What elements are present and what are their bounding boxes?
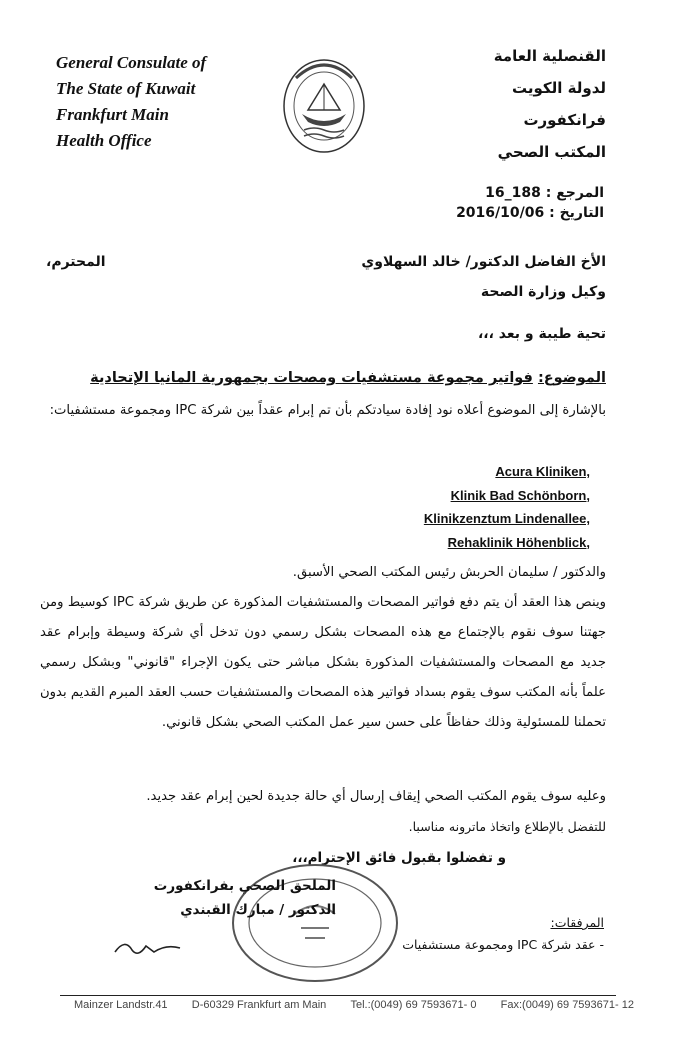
subject-text: فواتير مجموعة مستشفيات ومصحات بجمهورية المانيا الإتحادية: [90, 370, 533, 386]
header-ar-line: فرانكفورت: [523, 111, 606, 129]
signatory-title: الملحق الصحي بفرانكفورت: [153, 878, 336, 894]
addressee-honorific: المحترم،: [46, 254, 106, 270]
date-label: التاريخ :: [549, 205, 604, 221]
kuwait-emblem-icon: [278, 48, 370, 158]
addressee-line: [46, 254, 606, 270]
ref-number: 188_16: [485, 185, 541, 201]
footer: [74, 999, 634, 1011]
addressee-title: وكيل وزارة الصحة: [480, 284, 606, 300]
request-line: للتفضل بالإطلاع واتخاذ ماترونه مناسبا.: [408, 819, 606, 834]
letter-date: 2016/10/06: [456, 205, 545, 221]
signatory-name: الدكتور / مبارك القبندي: [180, 902, 336, 918]
header-en-line: Health Office: [56, 131, 152, 150]
halt-paragraph: وعليه سوف يقوم المكتب الصحي إيقاف إرسال أي حالة جديدة لحين إبرام عقد جديد.: [146, 789, 606, 804]
footer-divider: [60, 995, 616, 996]
consulate-name-english: [56, 50, 206, 154]
clinic-item: Klinikzenztum Lindenallee,: [423, 511, 590, 526]
attachment-item: - عقد شركة IPC ومجموعة مستشفيات: [402, 937, 604, 952]
footer-city: D-60329 Frankfurt am Main: [191, 999, 327, 1011]
handwritten-signature-icon: [110, 930, 190, 960]
footer-tel: Tel.:(0049) 69 7593671- 0: [350, 999, 477, 1011]
reference-block: [456, 183, 604, 223]
footer-fax: Fax:(0049) 69 7593671- 12: [500, 999, 634, 1011]
header-ar-line: المكتب الصحي: [497, 143, 606, 161]
clinic-list: [290, 460, 590, 554]
clinic-item: Acura Kliniken,: [495, 464, 590, 479]
header-en-line: Frankfurt Main: [56, 105, 169, 124]
intro-paragraph: بالإشارة إلى الموضوع أعلاه نود إفادة سيادتكم بأن تم إبرام عقداً بين شركة IPC ومجموعة مستشفيات:: [49, 403, 606, 418]
closing-line: و تفضلوا بقبول فائق الإحترام،،،: [292, 850, 506, 866]
signature-block: [36, 874, 336, 922]
header-en-line: General Consulate of: [56, 53, 207, 72]
clinic-item: Klinik Bad Schönborn,: [450, 487, 590, 503]
contract-paragraph: وينص هذا العقد أن يتم دفع فواتير المصحات والمستشفيات المذكورة عن طريق شركة IPC كوسيط ومن جهتنا سوف نقوم بالإجتماع مع هذه المصحات بشكل رسمي دون تدخل أي شركة وسيطة وإبرام عقد جديد مع المصحات والمستشفيات المذكورة بشكل مباشر حتى يكون الإجراء "قانوني" وبشكل رسمي علماً بأنه المكتب سوف يقوم بسداد فواتير هذه المصحات والمستشفيات حسب العقد المبرم القديم بدون تحملنا للمسئولية وذلك حفاظاً على حسن سير عمل المكتب الصحي بشكل قانوني.: [40, 595, 606, 730]
addressee-name: الأخ الفاضل الدكتور/ خالد السهلاوي: [361, 254, 606, 270]
former-director-line: والدكتور / سليمان الحربش رئيس المكتب الصحي الأسبق.: [292, 565, 606, 580]
header-ar-line: القنصلية العامة: [493, 47, 606, 65]
consulate-name-arabic: [406, 40, 606, 168]
attachments-label: المرفقات:: [550, 915, 604, 930]
greeting: تحية طيبة و بعد ،،،: [477, 326, 606, 342]
clinic-item: Rehaklinik Höhenblick,: [447, 534, 590, 550]
attachments-block: [324, 912, 604, 956]
header-ar-line: لدولة الكويت: [512, 79, 606, 97]
header-en-line: The State of Kuwait: [56, 79, 196, 98]
subject-label: الموضوع:: [537, 370, 606, 386]
subject-line: [46, 370, 606, 386]
ref-label: المرجع :: [545, 185, 604, 201]
footer-address: Mainzer Landstr.41: [74, 999, 168, 1011]
